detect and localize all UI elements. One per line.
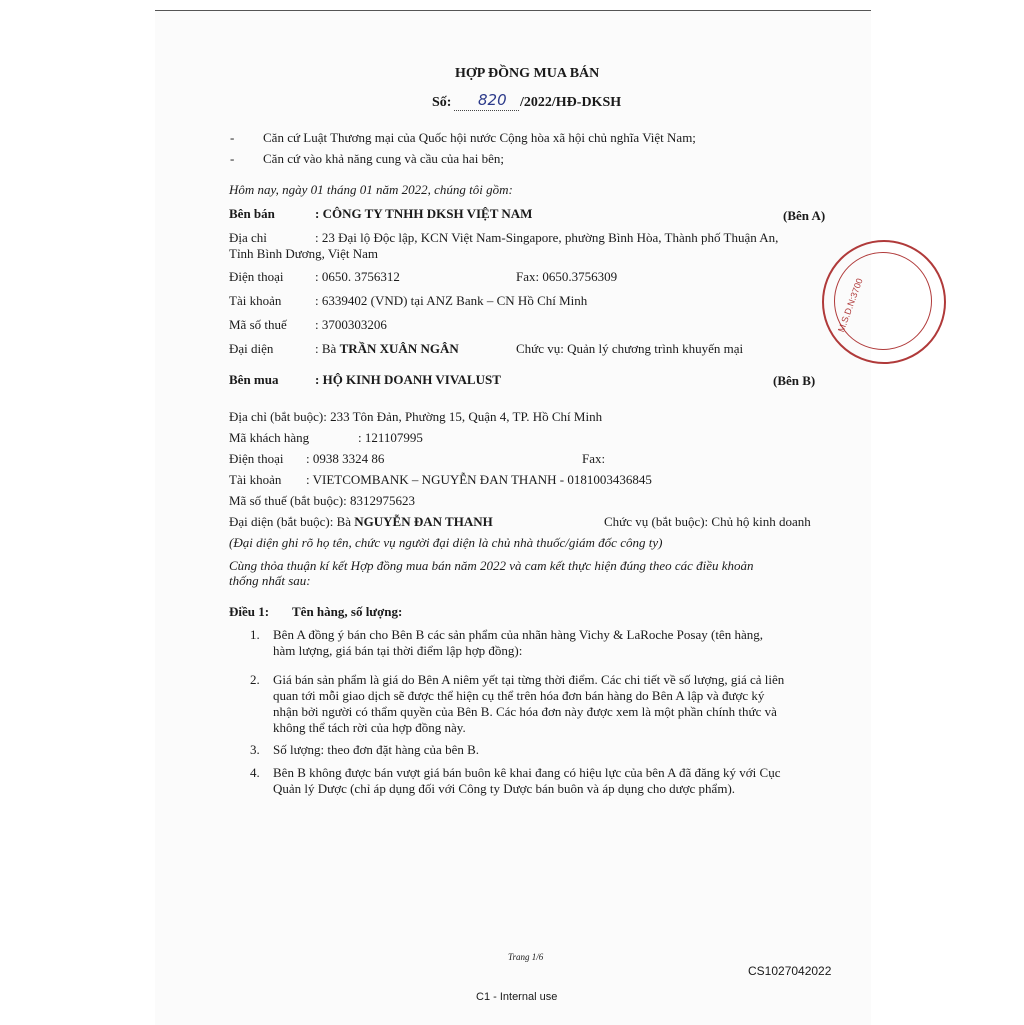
company-stamp — [822, 240, 946, 364]
buyer-party: (Bên B) — [773, 373, 816, 388]
seller-address: : 23 Đại lộ Độc lập, KCN Việt Nam-Singapore, phường Bình Hòa, Thành phố Thuận An, — [315, 230, 779, 245]
buyer-phone: : 0938 3324 86 — [306, 451, 385, 466]
article-1-label: Điều 1: — [229, 604, 270, 619]
buyer-label: Bên mua — [229, 372, 279, 387]
seller-fax: Fax: 0650.3756309 — [516, 269, 618, 284]
agreement-line-2: thống nhất sau: — [229, 573, 311, 588]
seller-label: Bên bán — [229, 206, 275, 221]
article-1-item-2: Giá bán sản phẩm là giá do Bên A niêm yết tại từng thời điểm. Các chi tiết về số lượng, giá cả liên — [273, 672, 785, 687]
seller-party: (Bên A) — [783, 208, 826, 223]
contract-title: HỢP ĐỒNG MUA BÁN — [455, 66, 600, 81]
buyer-rep-title: Chức vụ (bắt buộc): Chủ hộ kinh doanh — [604, 514, 811, 529]
intro-line: Hôm nay, ngày 01 tháng 01 năm 2022, chúng tôi gồm: — [229, 182, 513, 197]
basis-2: Căn cứ vào khả năng cung và cầu của hai bên; — [263, 151, 504, 166]
buyer-rep-name: NGUYỄN ĐAN THANH — [354, 514, 493, 529]
contract-number-label: Số: — [432, 95, 452, 110]
contract-number-handwritten: 820 — [478, 91, 507, 109]
buyer-name: : HỘ KINH DOANH VIVALUST — [315, 372, 501, 387]
buyer-tax: Mã số thuế (bắt buộc): 8312975623 — [229, 493, 415, 508]
article-1-title: Tên hàng, số lượng: — [292, 604, 403, 619]
contract-number-suffix: /2022/HĐ-DKSH — [520, 95, 622, 110]
article-1-item-1: Bên A đồng ý bán cho Bên B các sản phẩm của nhãn hàng Vichy & LaRoche Posay (tên hàng, — [273, 627, 763, 642]
buyer-address: Địa chỉ (bắt buộc): 233 Tôn Đản, Phường 15, Quận 4, TP. Hồ Chí Minh — [229, 409, 603, 424]
seller-tax: : 3700303206 — [315, 317, 387, 332]
classification-label: C1 - Internal use — [476, 991, 558, 1003]
page-number: Trang 1/6 — [508, 952, 544, 962]
seller-account: : 6339402 (VND) tại ANZ Bank – CN Hồ Chí Minh — [315, 293, 588, 308]
buyer-customer-code: : 121107995 — [358, 430, 423, 445]
buyer-account: : VIETCOMBANK – NGUYỄN ĐAN THANH - 0181003436845 — [306, 472, 652, 487]
article-1-item-4: Bên B không được bán vượt giá bán buôn kê khai đang có hiệu lực của bên A đã đăng ký với Cục — [273, 765, 781, 780]
seller-phone: : 0650. 3756312 — [315, 269, 400, 284]
seller-rep-title: Chức vụ: Quản lý chương trình khuyến mại — [516, 341, 744, 356]
basis-1: Căn cứ Luật Thương mại của Quốc hội nước Cộng hòa xã hội chủ nghĩa Việt Nam; — [263, 130, 696, 145]
stamp-text: M.S.D.N:3700 — [836, 276, 865, 334]
seller-name: : CÔNG TY TNHH DKSH VIỆT NAM — [315, 206, 533, 221]
buyer-fax: Fax: — [582, 451, 606, 466]
seller-rep-name: TRẦN XUÂN NGÂN — [339, 341, 459, 356]
article-1-item-3: Số lượng: theo đơn đặt hàng của bên B. — [273, 742, 480, 757]
agreement-line-1: Cùng thỏa thuận kí kết Hợp đồng mua bán năm 2022 và cam kết thực hiện đúng theo các điều khoản — [229, 558, 754, 573]
doc-code: CS1027042022 — [748, 964, 832, 978]
buyer-note: (Đại diện ghi rõ họ tên, chức vụ người đại diện là chủ nhà thuốc/giám đốc công ty) — [229, 535, 663, 550]
